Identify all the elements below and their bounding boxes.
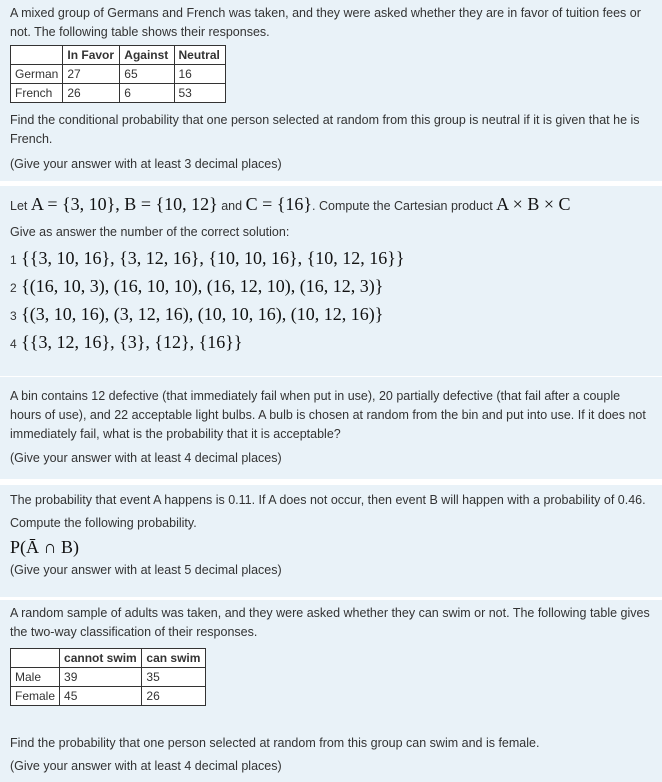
option-text: {{3, 10, 16}, {3, 12, 16}, {10, 10, 16}, {10, 12, 16}} <box>21 248 405 268</box>
q5-note: (Give your answer with at least 4 decimal places) <box>10 759 282 773</box>
option-number: 1 <box>10 253 17 267</box>
question-card-4 <box>0 485 662 597</box>
table-cell: 39 <box>60 668 142 687</box>
q5-intro: A random sample of adults was taken, and they were asked whether they can swim or not. The following table gives the two-way classification of their responses. <box>10 606 650 639</box>
option-number: 4 <box>10 337 17 351</box>
q4-note: (Give your answer with at least 5 decimal places) <box>10 563 282 577</box>
table-header-row <box>11 649 206 668</box>
q4-text: The probability that event A happens is 0.11. If A does not occur, then event B will happen with a probability of 0.46. <box>10 493 646 507</box>
q2-and: and <box>221 199 243 213</box>
table-row <box>11 687 206 706</box>
q2-set-c: C = {16} <box>245 194 313 214</box>
list-item <box>10 329 652 357</box>
list-item <box>10 273 652 301</box>
table-cell: 26 <box>142 687 206 706</box>
table-header-cell: can swim <box>142 649 206 668</box>
table-header-cell: Against <box>120 46 174 65</box>
table-header-cell: Neutral <box>174 46 226 65</box>
table-cell: 45 <box>60 687 142 706</box>
table-header-row <box>11 46 226 65</box>
table-cell: French <box>11 84 63 103</box>
table-cell: Male <box>11 668 60 687</box>
q2-instruction: Give as answer the number of the correct solution: <box>10 225 290 239</box>
table-header-cell <box>11 46 63 65</box>
table-cell: Female <box>11 687 60 706</box>
q4-compute: Compute the following probability. <box>10 516 197 530</box>
table-header-cell: In Favor <box>63 46 120 65</box>
table-header-cell <box>11 649 60 668</box>
q3-note: (Give your answer with at least 4 decimal places) <box>10 451 282 465</box>
table-header-cell: cannot swim <box>60 649 142 668</box>
table-row <box>11 668 206 687</box>
table-cell: 65 <box>120 65 174 84</box>
option-number: 2 <box>10 281 17 295</box>
q1-table <box>10 45 226 103</box>
table-row <box>11 84 226 103</box>
q5-question: Find the probability that one person selected at random from this group can swim and is female. <box>10 736 540 750</box>
question-card-5 <box>0 600 662 782</box>
table-cell: 35 <box>142 668 206 687</box>
option-text: {{3, 12, 16}, {3}, {12}, {16}} <box>21 332 243 352</box>
question-card-2 <box>0 186 662 376</box>
table-cell: 6 <box>120 84 174 103</box>
question-card-3 <box>0 377 662 479</box>
list-item <box>10 301 652 329</box>
q2-set-a-b: A = {3, 10}, B = {10, 12} <box>30 194 218 214</box>
table-cell: 26 <box>63 84 120 103</box>
table-row <box>11 65 226 84</box>
q1-intro: A mixed group of Germans and French was taken, and they were asked whether they are in favor of tuition fees or not. The following table shows their responses. <box>10 6 641 39</box>
q1-note: (Give your answer with at least 3 decimal places) <box>10 157 282 171</box>
q5-table <box>10 648 206 706</box>
q4-expression: P(Ā ∩ B) <box>10 537 80 557</box>
q3-text: A bin contains 12 defective (that immediately fail when put in use), 20 partially defective (that fail after a couple hours of use), and 22 acceptable light bulbs. A bulb is chosen at random from the bin and put into use. If it does not immediately fail, what is the probability that it is acceptable? <box>10 389 646 441</box>
q2-options <box>10 245 652 357</box>
q2-product: A × B × C <box>496 194 571 214</box>
option-text: {(3, 10, 16), (3, 12, 16), (10, 10, 16), (10, 12, 16)} <box>21 304 384 324</box>
table-cell: German <box>11 65 63 84</box>
table-cell: 16 <box>174 65 226 84</box>
table-cell: 27 <box>63 65 120 84</box>
option-text: {(16, 10, 3), (16, 10, 10), (16, 12, 10), (16, 12, 3)} <box>21 276 384 296</box>
option-number: 3 <box>10 309 17 323</box>
q1-question: Find the conditional probability that one person selected at random from this group is neutral if it is given that he is French. <box>10 113 640 146</box>
question-card-1 <box>0 0 662 181</box>
table-cell: 53 <box>174 84 226 103</box>
q2-compute: . Compute the Cartesian product <box>312 199 493 213</box>
q2-prompt <box>10 190 652 220</box>
q2-let: Let <box>10 199 28 213</box>
list-item <box>10 245 652 273</box>
